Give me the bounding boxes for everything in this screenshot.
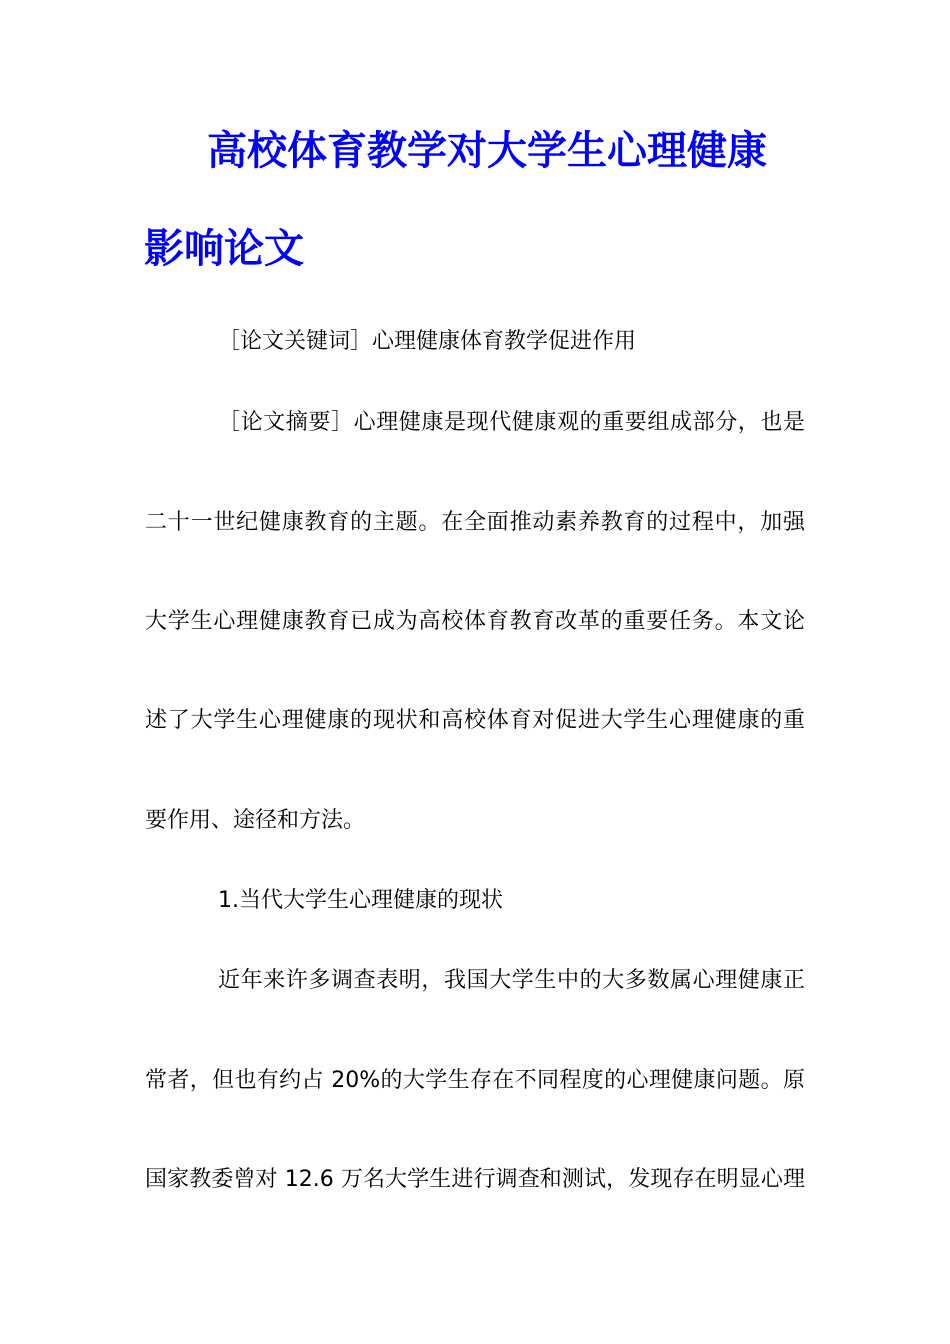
abstract-line: ［论文摘要］心理健康是现代健康观的重要组成部分，也是 [218, 410, 805, 435]
abstract-line: 述了大学生心理健康的现状和高校体育对促进大学生心理健康的重 [145, 708, 805, 733]
body-line: 常者，但也有约占 20%的大学生存在不同程度的心理健康问题。原 [145, 1068, 805, 1093]
document-title-line-1: 高校体育教学对大学生心理健康 [207, 127, 767, 174]
document-title-line-2: 影响论文 [144, 225, 304, 272]
body-line: 国家教委曾对 12.6 万名大学生进行调查和测试，发现存在明显心理 [145, 1167, 805, 1192]
abstract-line: 大学生心理健康教育已成为高校体育教育改革的重要任务。本文论 [145, 609, 805, 634]
section-heading: 1.当代大学生心理健康的现状 [218, 888, 503, 913]
abstract-line: 要作用、途径和方法。 [145, 808, 366, 833]
keywords-line: ［论文关键词］心理健康体育教学促进作用 [218, 329, 637, 354]
abstract-line: 二十一世纪健康教育的主题。在全面推动素养教育的过程中，加强 [145, 510, 805, 535]
body-line: 近年来许多调查表明，我国大学生中的大多数属心理健康正 [218, 968, 805, 993]
